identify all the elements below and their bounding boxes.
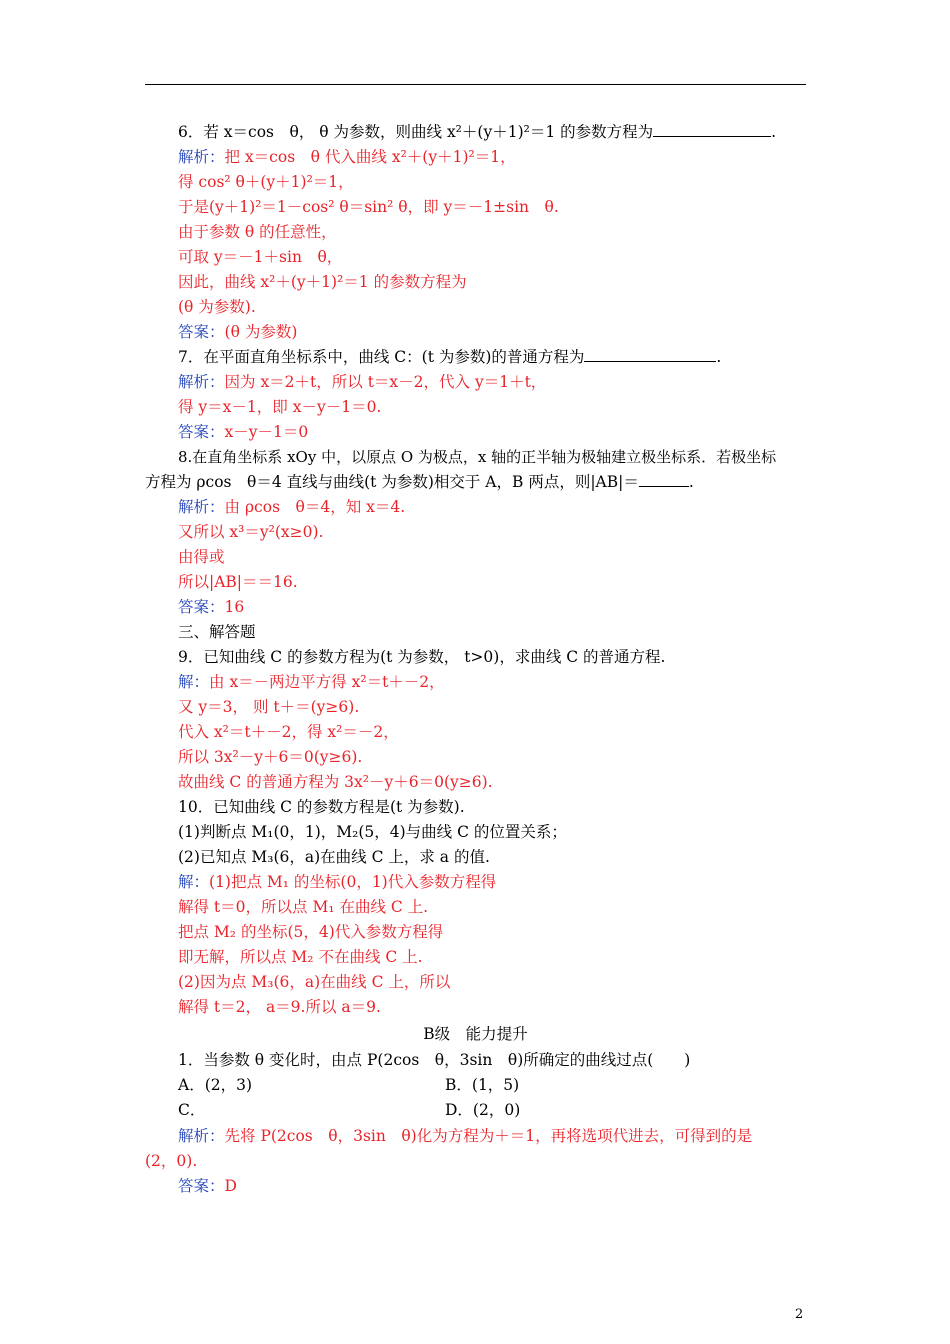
q10-sub-1: (1)判断点 M₁(0，1)，M₂(5，4)与曲线 C 的位置关系； <box>178 823 567 841</box>
q6-analysis-3: 于是(y＋1)²＝1－cos² θ＝sin² θ，即 y＝－1±sin θ. <box>178 198 559 216</box>
b1-option-b: B．(1，5) <box>445 1076 520 1094</box>
q7-analysis-2: 得 y＝x－1，即 x－y－1＝0. <box>178 398 382 416</box>
q10-sub-2: (2)已知点 M₃(6，a)在曲线 C 上，求 a 的值. <box>178 848 490 866</box>
q10-analysis-label: 解： <box>178 873 210 891</box>
q8-analysis-1 <box>178 497 405 519</box>
q9-analysis-1-text: 由 x＝－两边平方得 x²＝t＋－2， <box>209 673 445 691</box>
section-heading: 三、解答题 <box>178 623 256 641</box>
q6-analysis-label: 解析： <box>178 148 225 166</box>
q7-analysis-1-text: 因为 x＝2＋t，所以 t＝x－2，代入 y＝1＋t， <box>224 373 547 391</box>
q7-question <box>178 347 721 369</box>
b1-option-d: D．(2，0) <box>445 1101 521 1119</box>
q6-question-end: . <box>771 123 777 141</box>
q10-analysis-4: 即无解，所以点 M₂ 不在曲线 C 上. <box>178 948 423 966</box>
b1-answer-label: 答案： <box>178 1177 225 1195</box>
q8-analysis-2: 又所以 x³＝y²(x≥0). <box>178 523 324 541</box>
q9-analysis-label: 解： <box>178 673 210 691</box>
q8-answer-text: 16 <box>224 598 245 616</box>
b1-answer <box>178 1176 237 1198</box>
q10-analysis-1 <box>178 872 496 894</box>
q7-analysis-1 <box>178 372 546 394</box>
q10-analysis-2: 解得 t＝0，所以点 M₁ 在曲线 C 上. <box>178 898 429 916</box>
q8-question-2 <box>145 472 694 494</box>
q8-analysis-3: 由得或 <box>178 548 225 566</box>
q9-analysis-3: 代入 x²＝t＋－2，得 x²＝－2， <box>178 723 399 741</box>
q6-analysis-1 <box>178 147 516 169</box>
q7-answer-label: 答案： <box>178 423 225 441</box>
q7-answer <box>178 422 308 444</box>
q8-question-2-text: 方程为 ρcos θ＝4 直线与曲线(t 为参数)相交于 A，B 两点，则|AB|＝ <box>145 473 639 491</box>
q8-analysis-4: 所以|AB|＝＝16. <box>178 573 298 591</box>
q7-question-text: 7．在平面直角坐标系中，曲线 C：(t 为参数)的普通方程为 <box>178 348 585 366</box>
q9-analysis-2: 又 y＝3， 则 t＋＝(y≥6). <box>178 698 360 716</box>
b1-answer-text: D <box>224 1177 237 1195</box>
q8-analysis-label: 解析： <box>178 498 225 516</box>
q6-analysis-4: 由于参数 θ 的任意性， <box>178 223 337 241</box>
q10-question: 10．已知曲线 C 的参数方程是(t 为参数). <box>178 798 465 816</box>
b1-analysis-label: 解析： <box>178 1127 225 1145</box>
q8-analysis-1-text: 由 ρcos θ＝4，知 x＝4. <box>224 498 406 516</box>
q7-analysis-label: 解析： <box>178 373 225 391</box>
header-rule <box>145 84 806 85</box>
b1-analysis-1 <box>178 1126 752 1148</box>
q8-question-end: . <box>688 473 694 491</box>
b1-analysis-2: (2，0). <box>145 1152 198 1170</box>
q8-blank <box>639 472 689 487</box>
q6-analysis-6: 因此，曲线 x²＋(y＋1)²＝1 的参数方程为 <box>178 273 467 291</box>
q10-analysis-6: 解得 t＝2， a＝9.所以 a＝9. <box>178 998 381 1016</box>
level-b-heading: B级 能力提升 <box>423 1025 528 1043</box>
q10-analysis-5: (2)因为点 M₃(6，a)在曲线 C 上，所以 <box>178 973 451 991</box>
q9-question: 9．已知曲线 C 的参数方程为(t 为参数， t>0)，求曲线 C 的普通方程. <box>178 648 666 666</box>
q6-analysis-2: 得 cos² θ＋(y＋1)²＝1， <box>178 173 354 191</box>
q7-blank <box>584 347 716 362</box>
q6-analysis-1-text: 把 x＝cos θ 代入曲线 x²＋(y＋1)²＝1， <box>224 148 516 166</box>
q6-answer-label: 答案： <box>178 323 225 341</box>
b1-question: 1．当参数 θ 变化时，由点 P(2cos θ，3sin θ)所确定的曲线过点( ) <box>178 1051 691 1069</box>
q7-question-end: . <box>716 348 722 366</box>
q6-analysis-5: 可取 y＝－1＋sin θ， <box>178 248 343 266</box>
page-number: 2 <box>795 1307 804 1322</box>
q6-answer-text: (θ 为参数) <box>224 323 298 341</box>
b1-options-row-1 <box>178 1075 252 1097</box>
q6-question-text: 6．若 x＝cos θ， θ 为参数，则曲线 x²＋(y＋1)²＝1 的参数方程为 <box>178 123 654 141</box>
b1-option-c: C． <box>178 1101 206 1119</box>
q9-analysis-5: 故曲线 C 的普通方程为 3x²－y＋6＝0(y≥6). <box>178 773 493 791</box>
b1-analysis-1-text: 先将 P(2cos θ，3sin θ)化为方程为＋＝1，再将选项代进去，可得到的是 <box>224 1127 753 1145</box>
q6-blank <box>653 122 771 137</box>
q6-analysis-7: (θ 为参数). <box>178 298 256 316</box>
q10-analysis-1-text: (1)把点 M₁ 的坐标(0，1)代入参数方程得 <box>209 873 497 891</box>
b1-option-a: A．(2，3) <box>178 1076 253 1094</box>
q8-question-1: 8.在直角坐标系 xOy 中，以原点 O 为极点，x 轴的正半轴为极轴建立极坐标系．若极坐标 <box>178 448 777 466</box>
q6-answer <box>178 322 297 344</box>
q8-answer <box>178 597 244 619</box>
q8-answer-label: 答案： <box>178 598 225 616</box>
q9-analysis-1 <box>178 672 445 694</box>
q9-analysis-4: 所以 3x²－y＋6＝0(y≥6). <box>178 748 363 766</box>
q6-question <box>178 122 776 144</box>
q7-answer-text: x－y－1＝0 <box>224 423 309 441</box>
q10-analysis-3: 把点 M₂ 的坐标(5，4)代入参数方程得 <box>178 923 444 941</box>
